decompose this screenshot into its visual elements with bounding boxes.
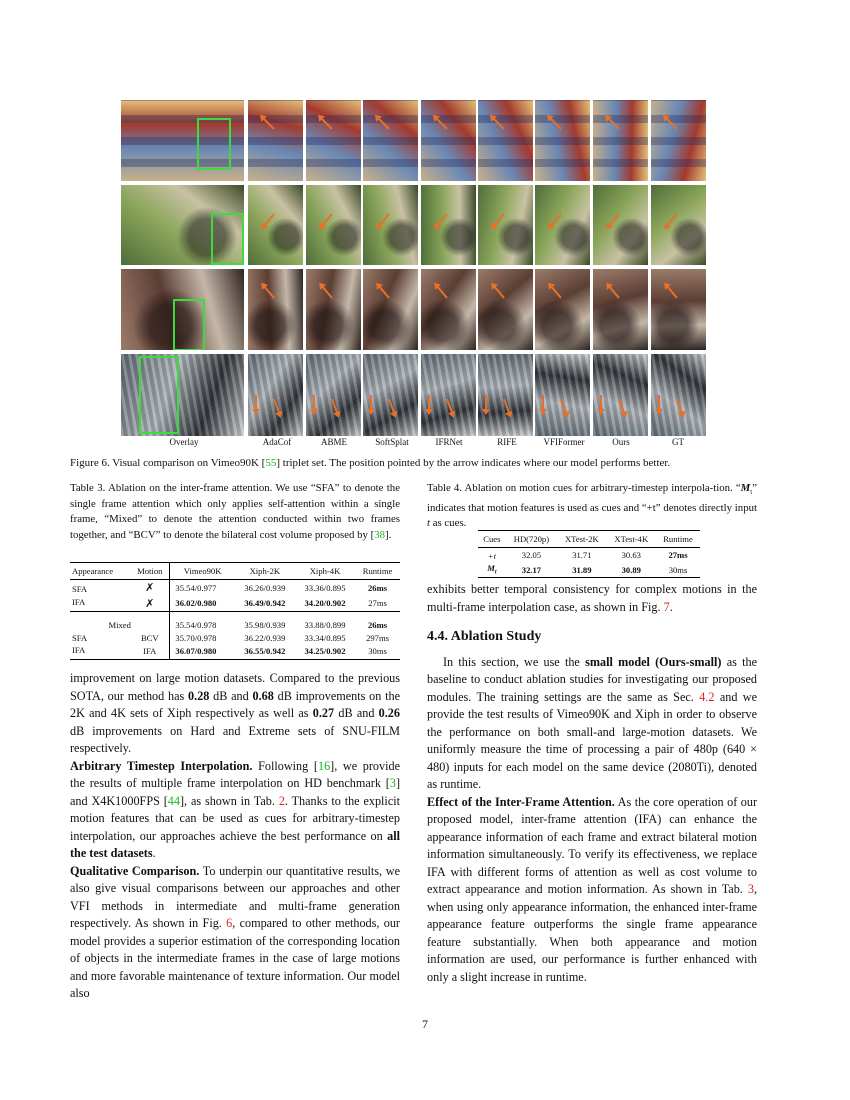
crop-image	[651, 100, 706, 181]
header-cell: XTest-2K	[564, 534, 599, 544]
page-number: 7	[422, 1017, 428, 1031]
crop-image	[421, 100, 476, 181]
header-cell: Appearance	[72, 566, 114, 576]
table-3-caption: Table 3. Ablation on the inter-frame attention. We use “SFA” to denote the single frame attention which only applies self-attention within a single frame, “Mixed” to denote the attention conducted within two frames together, and “BCV” to denote the bilateral cost volume proposed by [38].	[70, 482, 400, 541]
table-3	[70, 562, 400, 660]
label-softsplat: SoftSplat	[375, 437, 409, 447]
table-row: SFA ✗ 35.54/0.977 36.26/0.939 33.36/0.895 26ms	[70, 580, 400, 596]
figure-ref-link[interactable]: 7	[663, 599, 670, 614]
table-row: +t 32.05 31.71 30.63 27ms	[487, 550, 688, 562]
texture-overlay	[478, 269, 533, 350]
table-ref-link[interactable]: 2	[278, 793, 285, 808]
crop-image	[306, 354, 361, 436]
overlay-image	[121, 269, 244, 350]
crop-region-box	[173, 299, 205, 350]
citation-link[interactable]: 55	[265, 457, 277, 469]
paragraph-inter-frame-attention: Effect of the Inter-Frame Attention. As the core operation of our proposed model, inter-frame attention (IFA) can enhance the appearance information of each frame and extract bilateral motion information simultaneously. To verify its effectiveness, we replace IFA with different forms of attention as well as cost volume to extract appearance and motion information. As shown in Tab. 3, when using only appearance information, the enhanced inter-frame appearance feature outperforms the single frame appearance feature substantially. When both appearance and motion information are used, our performance is further enhanced with only a slight increase in runtime.	[427, 794, 757, 984]
texture-overlay	[478, 185, 533, 265]
section-ref-link[interactable]: 4.2	[699, 689, 715, 704]
paragraph-ablation-intro: In this section, we use the small model (Ours-small) as the baseline to conduct ablation studies for investigating our proposed modules. The training settings are the same as Sec. 4.2 and we provide the test results of Vimeo90K and Xiph in order to observe the performance on both small-and large-motion datasets. We uniformly measure the time of processing a pair of 480p (640 × 480) inputs for each model on the same device (2080Ti), denoted as runtime.	[427, 654, 757, 791]
label-overlay: Overlay	[169, 437, 199, 447]
section-heading: 4.4. Ablation Study	[427, 629, 542, 644]
texture-overlay	[306, 100, 361, 181]
header-cell: Xiph-2K	[249, 566, 281, 576]
crop-image	[651, 354, 706, 436]
crop-region-box	[139, 356, 179, 434]
crop-image	[363, 354, 418, 436]
overlay-image	[121, 185, 244, 265]
paragraph-qualitative-comparison: Qualitative Comparison. To underpin our quantitative results, we also give visual comparisons between our approaches and other VFI methods in intermediate and multi-frame generation respectively. As shown in Fig. 6, compared to other methods, our model provides a superior estimation of the corresponding location of objects in the intermediate frames in the case of large motions and more favorable maintenance of texture information. Our model also	[70, 863, 400, 1000]
arrow-indicator	[658, 395, 660, 413]
crop-image	[363, 100, 418, 181]
texture-overlay	[535, 100, 590, 181]
texture-overlay	[651, 185, 706, 265]
label-abme: ABME	[320, 437, 348, 447]
crop-image	[535, 269, 590, 350]
citation-link[interactable]: 38	[374, 528, 385, 541]
table-header-row	[478, 531, 700, 548]
table-row: IFA ✗ 36.02/0.980 36.49/0.942 34.20/0.902 27ms	[70, 596, 400, 612]
crop-image	[306, 269, 361, 350]
crop-image	[421, 185, 476, 265]
texture-overlay	[421, 185, 476, 265]
citation-link[interactable]: 16	[317, 758, 331, 773]
crop-image	[421, 269, 476, 350]
crop-image	[535, 100, 590, 181]
citation-link[interactable]: 3	[389, 776, 396, 790]
arrow-indicator	[313, 395, 315, 413]
paragraph-arbitrary-timestep: Arbitrary Timestep Interpolation. Following [16], we provide the results of multiple frame interpolation on HD benchmark [3] and X4K1000FPS [44], as shown in Tab. 2. Thanks to the explicit motion features that can be used as cues for arbitrary-timestep interpolation, our approaches achieve the best performance on all the test datasets.	[70, 758, 401, 860]
table-ref-link[interactable]: 3	[747, 882, 754, 896]
crop-image	[478, 269, 533, 350]
paragraph-sota-improvement: improvement on large motion datasets. Compared to the previous SOTA, our method has 0.28 dB and 0.68 dB improvements on the 2K and 4K sets of Xiph respectively as well as 0.27 dB and 0.26 dB improvements on Hard and Extreme sets of SNU-FILM respectively.	[70, 671, 400, 755]
crop-image	[363, 185, 418, 265]
figure-6-caption: Figure 6. Visual comparison on Vimeo90K [55] triplet set. The position pointed by the arrow indicates where our model performs better.	[70, 457, 671, 469]
arrow-indicator	[485, 395, 487, 413]
label-rife: RIFE	[497, 437, 517, 447]
header-cell: XTest-4K	[614, 534, 649, 544]
label-gt: GT	[672, 437, 684, 447]
texture-overlay	[421, 100, 476, 181]
texture-overlay	[651, 269, 706, 350]
table-row: IFA IFA 36.07/0.980 36.55/0.942 34.25/0.902 30ms	[70, 644, 400, 659]
table-row: SFA BCV 35.70/0.978 36.22/0.939 33.34/0.895 297ms	[72, 632, 389, 643]
texture-overlay	[535, 185, 590, 265]
table-4	[478, 530, 700, 578]
overlay-image	[121, 354, 244, 436]
texture-overlay	[248, 100, 303, 181]
crop-image	[478, 100, 533, 181]
texture-overlay	[248, 185, 303, 265]
table-row: Mixed 35.54/0.978 35.98/0.939 33.88/0.899 26ms	[70, 612, 400, 632]
crop-image	[248, 185, 303, 265]
arrow-indicator	[428, 395, 430, 413]
crop-region-box	[197, 118, 231, 170]
texture-overlay	[535, 269, 590, 350]
table-row: $M_t$ 32.17 31.89 30.89 30ms	[487, 562, 688, 576]
texture-overlay	[651, 100, 706, 181]
texture-overlay	[363, 185, 418, 265]
paragraph-temporal-consistency: exhibits better temporal consistency for complex motions in the multi-frame interpolation case, as shown in Fig. 7.	[427, 582, 757, 614]
table-4-caption: Table 4. Ablation on motion cues for arbitrary-timestep interpola-tion. “$M_t$” indicates that motion features is used as cues and “+t” denotes directly input t as cues.	[427, 482, 757, 530]
right-column-body	[427, 581, 757, 986]
crop-image	[478, 185, 533, 265]
header-cell: Motion	[137, 566, 163, 576]
crop-image	[306, 100, 361, 181]
label-adacof: AdaCof	[262, 437, 292, 447]
header-cell: Runtime	[663, 534, 693, 544]
texture-overlay	[306, 269, 361, 350]
crop-image	[248, 354, 303, 436]
figure-6-column-labels	[121, 437, 706, 451]
crop-image	[593, 185, 648, 265]
crop-image	[478, 354, 533, 436]
texture-overlay	[593, 269, 648, 350]
header-cell: HD(720p)	[513, 534, 550, 544]
crop-image	[363, 269, 418, 350]
arrow-indicator	[600, 395, 602, 413]
header-cell: Runtime	[362, 566, 393, 576]
arrow-indicator	[370, 395, 372, 413]
texture-overlay	[306, 185, 361, 265]
texture-overlay	[593, 100, 648, 181]
texture-overlay	[363, 100, 418, 181]
label-ours: Ours	[612, 437, 630, 447]
crop-image	[306, 185, 361, 265]
crop-image	[248, 269, 303, 350]
arrow-indicator	[542, 395, 544, 413]
texture-overlay	[248, 269, 303, 350]
header-cell: Xiph-4K	[309, 566, 341, 576]
label-vfiformer: VFIFormer	[543, 437, 585, 447]
crop-image	[593, 100, 648, 181]
crop-image	[651, 269, 706, 350]
citation-link[interactable]: 44	[167, 793, 180, 808]
crop-image	[421, 354, 476, 436]
table-header-row	[70, 563, 400, 580]
texture-overlay	[421, 269, 476, 350]
figure-6-image-grid	[121, 100, 706, 436]
arrow-indicator	[255, 395, 257, 413]
crop-image	[535, 354, 590, 436]
left-column-body	[70, 670, 400, 1003]
header-cell: Cues	[483, 534, 501, 544]
overlay-image	[121, 100, 244, 181]
header-cell: Vimeo90K	[170, 563, 235, 580]
label-ifrnet: IFRNet	[435, 437, 463, 447]
texture-overlay	[593, 185, 648, 265]
crop-image	[593, 269, 648, 350]
crop-image	[651, 185, 706, 265]
texture-overlay	[363, 269, 418, 350]
texture-overlay	[478, 100, 533, 181]
crop-region-box	[211, 213, 244, 265]
crop-image	[248, 100, 303, 181]
figure-ref-link[interactable]: 6	[226, 916, 233, 930]
crop-image	[535, 185, 590, 265]
crop-image	[593, 354, 648, 436]
